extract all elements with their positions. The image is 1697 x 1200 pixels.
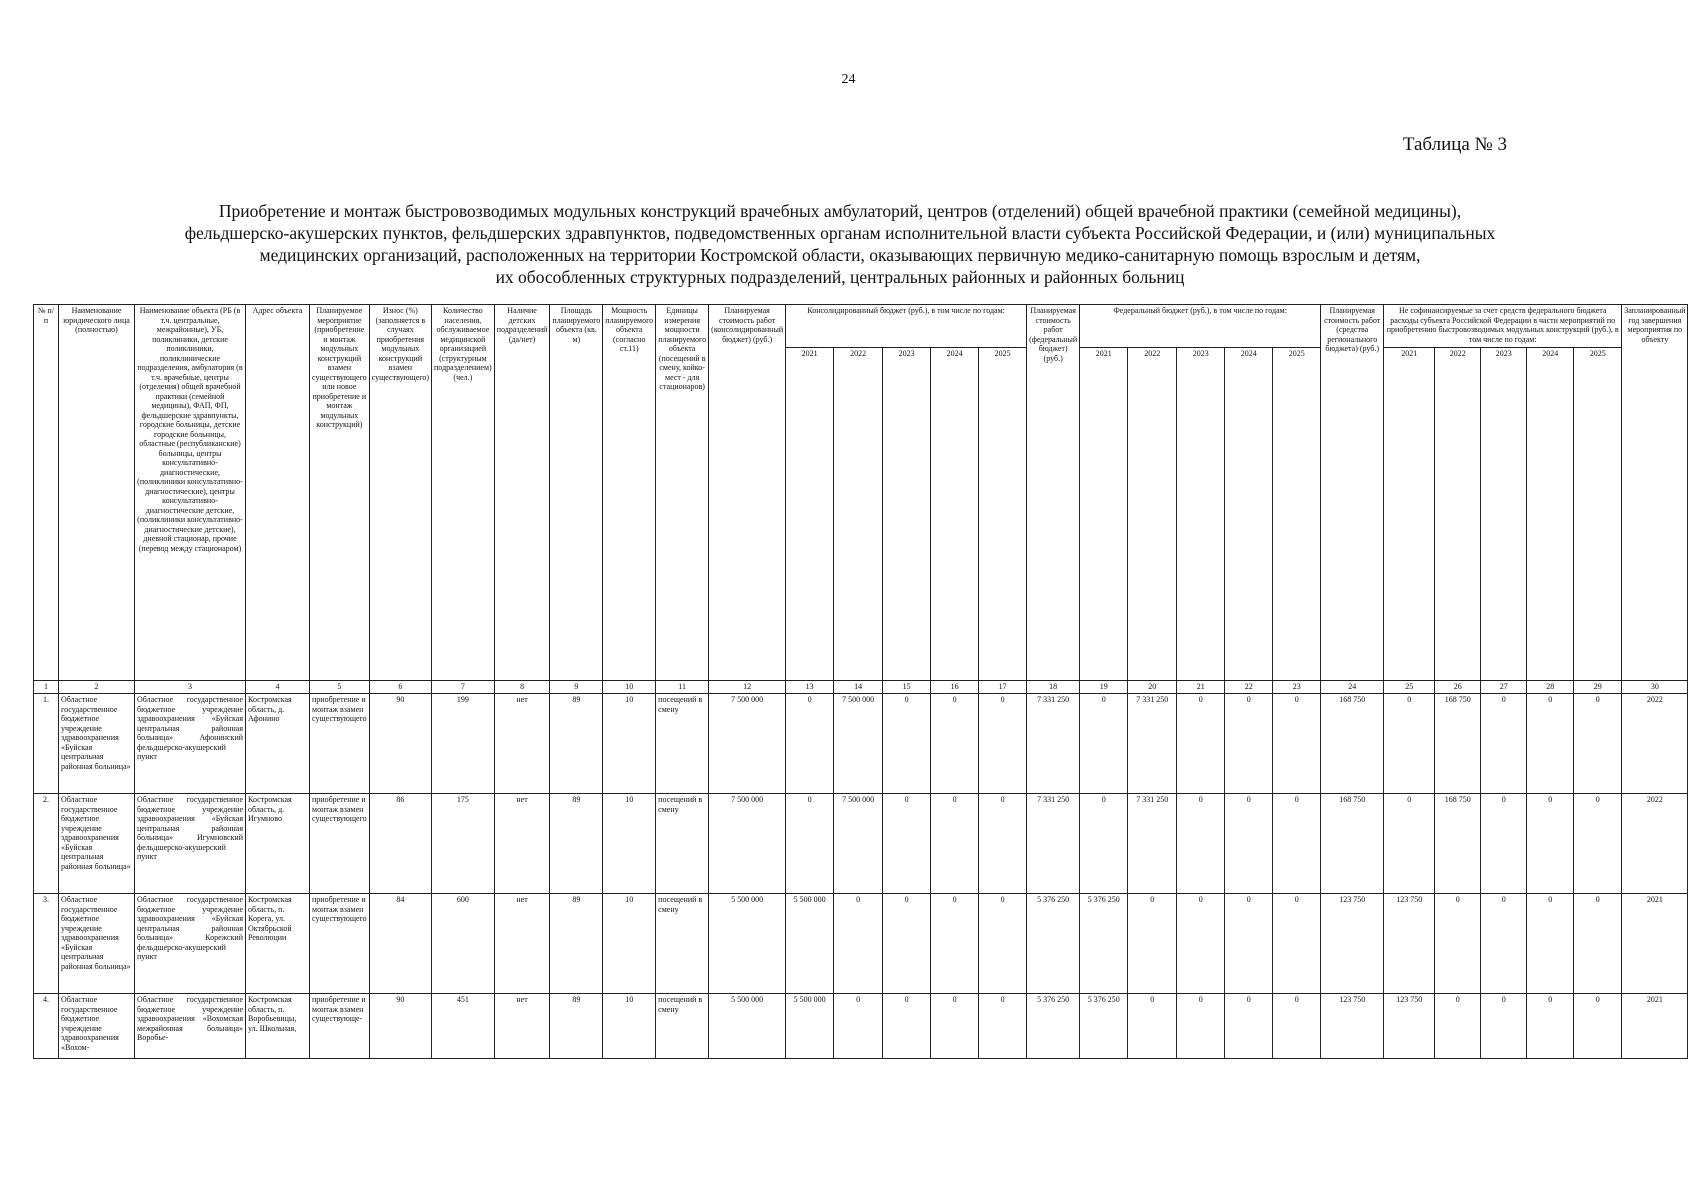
column-number: 25 bbox=[1384, 681, 1435, 694]
cons-2024: 0 bbox=[931, 794, 979, 894]
capacity: 10 bbox=[603, 694, 656, 794]
year-end: 2021 bbox=[1622, 894, 1688, 994]
entity-name: Областное государственное бюджетное учреждение здравоохранения «Буйская центральная районная больница» bbox=[59, 794, 135, 894]
cons-2025: 0 bbox=[979, 994, 1027, 1059]
fed-total: 5 376 250 bbox=[1027, 994, 1080, 1059]
header-year: 2021 bbox=[1080, 348, 1128, 681]
reg-2021: 0 bbox=[1384, 694, 1435, 794]
entity-name: Областное государственное бюджетное учреждение здравоохранения «Вохом- bbox=[59, 994, 135, 1059]
column-number: 17 bbox=[979, 681, 1027, 694]
column-number: 10 bbox=[603, 681, 656, 694]
column-number: 27 bbox=[1481, 681, 1527, 694]
row-number: 1. bbox=[34, 694, 59, 794]
cons-total: 5 500 000 bbox=[709, 994, 786, 1059]
cons-2024: 0 bbox=[931, 994, 979, 1059]
column-number: 3 bbox=[135, 681, 246, 694]
cons-2021: 0 bbox=[786, 694, 834, 794]
cons-2025: 0 bbox=[979, 794, 1027, 894]
cons-total: 5 500 000 bbox=[709, 894, 786, 994]
header-area: Площадь планируемого объекта (кв. м) bbox=[550, 305, 603, 681]
table-body bbox=[34, 694, 1688, 1059]
column-number: 15 bbox=[883, 681, 931, 694]
column-number: 29 bbox=[1574, 681, 1622, 694]
capacity-unit: посещений в смену bbox=[656, 994, 709, 1059]
header-address: Адрес объекта bbox=[246, 305, 310, 681]
cons-2023: 0 bbox=[883, 894, 931, 994]
reg-2025: 0 bbox=[1574, 794, 1622, 894]
population: 451 bbox=[432, 994, 495, 1059]
fed-2021: 0 bbox=[1080, 694, 1128, 794]
title-line: фельдшерско-акушерских пунктов, фельдшерских здравпунктов, подведомственных органам исполнительной власти субъекта Российской Федерации, и (или) муниципальных bbox=[184, 223, 1496, 243]
table-row bbox=[34, 894, 1688, 994]
reg-2024: 0 bbox=[1527, 794, 1574, 894]
header-children: Наличие детских подразделений (да/нет) bbox=[494, 305, 550, 681]
children-units: нет bbox=[494, 994, 550, 1059]
fed-2024: 0 bbox=[1225, 694, 1273, 794]
planned-measure: приобретение и монтаж взамен существующего bbox=[310, 794, 370, 894]
header-num: № п/п bbox=[34, 305, 59, 681]
cons-total: 7 500 000 bbox=[709, 694, 786, 794]
area: 89 bbox=[550, 694, 603, 794]
column-number: 21 bbox=[1177, 681, 1225, 694]
fed-2025: 0 bbox=[1273, 694, 1321, 794]
header-year: 2021 bbox=[786, 348, 834, 681]
reg-2022: 168 750 bbox=[1435, 694, 1481, 794]
header-year: 2025 bbox=[1273, 348, 1321, 681]
reg-total: 168 750 bbox=[1321, 694, 1384, 794]
wear-percent: 84 bbox=[369, 894, 431, 994]
cons-2024: 0 bbox=[931, 894, 979, 994]
cons-2023: 0 bbox=[883, 794, 931, 894]
reg-2023: 0 bbox=[1481, 894, 1527, 994]
column-number: 16 bbox=[931, 681, 979, 694]
table-row bbox=[34, 994, 1688, 1059]
document-title bbox=[100, 200, 1580, 288]
header-wear: Износ (%) (заполняется в случаях приобретения модульных конструкций взамен существующего) bbox=[369, 305, 431, 681]
column-number: 11 bbox=[656, 681, 709, 694]
cons-2022: 7 500 000 bbox=[834, 694, 883, 794]
header-year: 2021 bbox=[1384, 348, 1435, 681]
cons-2021: 0 bbox=[786, 794, 834, 894]
wear-percent: 86 bbox=[369, 794, 431, 894]
planned-measure: приобретение и монтаж взамен существующе- bbox=[310, 994, 370, 1059]
children-units: нет bbox=[494, 894, 550, 994]
header-object: Наименование объекта (РБ (в т.ч. центральные, межрайонные), УБ, поликлиники, детские поликлиники, поликлинические подразделения, амбулатория (в т.ч. врачебные, центры (отделения) общей врачебной практики (семейной медицины), ФАП, ФП, фельдшерские здравпункты, городские больницы, детские городские больницы, областные (республиканские) больницы, центры консультативно-диагностические, (поликлиники консультативно-диагностические), центры консультативно-диагностические детские, (поликлиники консультативно-диагностические детские), дневной стационар, прочие (перевод между стационаром) bbox=[135, 305, 246, 681]
cons-2021: 5 500 000 bbox=[786, 894, 834, 994]
table-label: Таблица № 3 bbox=[1402, 134, 1507, 155]
cons-2025: 0 bbox=[979, 694, 1027, 794]
header-population: Количество населения, обслуживаемое медицинской организацией (структурным подразделением) (чел.) bbox=[432, 305, 495, 681]
year-end: 2022 bbox=[1622, 794, 1688, 894]
reg-2021: 123 750 bbox=[1384, 894, 1435, 994]
capacity: 10 bbox=[603, 794, 656, 894]
title-line: медицинских организаций, расположенных на территории Костромской области, оказывающих первичную медико-санитарную помощь взрослым и детям, bbox=[259, 245, 1421, 265]
reg-2023: 0 bbox=[1481, 794, 1527, 894]
header-reg-total: Планируемая стоимость работ (средства регионального бюджета) (руб.) bbox=[1321, 305, 1384, 681]
header-year: 2025 bbox=[979, 348, 1027, 681]
table-row bbox=[34, 694, 1688, 794]
children-units: нет bbox=[494, 794, 550, 894]
reg-2023: 0 bbox=[1481, 694, 1527, 794]
population: 175 bbox=[432, 794, 495, 894]
cons-2022: 0 bbox=[834, 894, 883, 994]
column-number: 8 bbox=[494, 681, 550, 694]
fed-2025: 0 bbox=[1273, 894, 1321, 994]
wear-percent: 90 bbox=[369, 694, 431, 794]
cons-2023: 0 bbox=[883, 694, 931, 794]
capacity: 10 bbox=[603, 994, 656, 1059]
object-address: Костромская область, п. Корега, ул. Октябрьской Революции bbox=[246, 894, 310, 994]
column-number: 19 bbox=[1080, 681, 1128, 694]
entity-name: Областное государственное бюджетное учреждение здравоохранения «Буйская центральная районная больница» bbox=[59, 894, 135, 994]
data-table bbox=[33, 304, 1688, 1059]
header-capacity: Мощность планируемого объекта (согласно ст.11) bbox=[603, 305, 656, 681]
fed-2021: 5 376 250 bbox=[1080, 894, 1128, 994]
title-line: Приобретение и монтаж быстровозводимых модульных конструкций врачебных амбулаторий, центров (отделений) общей врачебной практики (семейной медицины), bbox=[218, 201, 1462, 221]
capacity-unit: посещений в смену bbox=[656, 894, 709, 994]
header-measure: Планируемое мероприятие (приобретение и монтаж модульных конструкций взамен существующего или новое приобретение и монтаж модульных конструкций) bbox=[310, 305, 370, 681]
column-number: 30 bbox=[1622, 681, 1688, 694]
fed-2025: 0 bbox=[1273, 794, 1321, 894]
reg-2023: 0 bbox=[1481, 994, 1527, 1059]
object-address: Костромская область, п. Воробьевицы, ул. Школьная, bbox=[246, 994, 310, 1059]
fed-2023: 0 bbox=[1177, 994, 1225, 1059]
object-address: Костромская область, д. Афонино bbox=[246, 694, 310, 794]
column-number: 23 bbox=[1273, 681, 1321, 694]
header-cons-total: Планируемая стоимость работ (консолидированный бюджет) (руб.) bbox=[709, 305, 786, 681]
planned-measure: приобретение и монтаж взамен существующего bbox=[310, 694, 370, 794]
fed-2022: 0 bbox=[1128, 894, 1177, 994]
fed-total: 7 331 250 bbox=[1027, 794, 1080, 894]
header-year: 2022 bbox=[1435, 348, 1481, 681]
fed-2022: 0 bbox=[1128, 994, 1177, 1059]
object-name: Областное государственное бюджетное учреждение здравоохранения «Вохомская межрайонная больница» Воробье- bbox=[135, 994, 246, 1059]
row-number: 4. bbox=[34, 994, 59, 1059]
column-number: 28 bbox=[1527, 681, 1574, 694]
fed-total: 5 376 250 bbox=[1027, 894, 1080, 994]
reg-2022: 0 bbox=[1435, 994, 1481, 1059]
column-number: 18 bbox=[1027, 681, 1080, 694]
year-end: 2021 bbox=[1622, 994, 1688, 1059]
area: 89 bbox=[550, 794, 603, 894]
children-units: нет bbox=[494, 694, 550, 794]
cons-2023: 0 bbox=[883, 994, 931, 1059]
page-number: 24 bbox=[841, 72, 856, 87]
column-number-row bbox=[34, 681, 1688, 694]
header-year: 2022 bbox=[1128, 348, 1177, 681]
header-fed-total: Планируемая стоимость работ (федеральный бюджет) (руб.) bbox=[1027, 305, 1080, 681]
capacity-unit: посещений в смену bbox=[656, 694, 709, 794]
reg-2021: 123 750 bbox=[1384, 994, 1435, 1059]
wear-percent: 90 bbox=[369, 994, 431, 1059]
header-year: 2024 bbox=[1527, 348, 1574, 681]
column-number: 22 bbox=[1225, 681, 1273, 694]
fed-2024: 0 bbox=[1225, 994, 1273, 1059]
object-name: Областное государственное бюджетное учреждение здравоохранения «Буйская центральная районная больница» Игумновский фельдшерско-акушерский пункт bbox=[135, 794, 246, 894]
reg-total: 123 750 bbox=[1321, 994, 1384, 1059]
cons-2025: 0 bbox=[979, 894, 1027, 994]
header-fed-years: Федеральный бюджет (руб.), в том числе по годам: bbox=[1080, 305, 1321, 348]
reg-2022: 168 750 bbox=[1435, 794, 1481, 894]
reg-2024: 0 bbox=[1527, 694, 1574, 794]
header-unit: Единицы измерения мощности планируемого объекта (посещений в смену, койко-мест - для стационаров) bbox=[656, 305, 709, 681]
cons-total: 7 500 000 bbox=[709, 794, 786, 894]
column-number: 12 bbox=[709, 681, 786, 694]
header-year: 2023 bbox=[1177, 348, 1225, 681]
fed-total: 7 331 250 bbox=[1027, 694, 1080, 794]
entity-name: Областное государственное бюджетное учреждение здравоохранения «Буйская центральная районная больница» bbox=[59, 694, 135, 794]
object-name: Областное государственное бюджетное учреждение здравоохранения «Буйская центральная районная больница» Корежский фельдшерско-акушерский пункт bbox=[135, 894, 246, 994]
fed-2021: 5 376 250 bbox=[1080, 994, 1128, 1059]
fed-2023: 0 bbox=[1177, 894, 1225, 994]
header-year: 2023 bbox=[883, 348, 931, 681]
fed-2024: 0 bbox=[1225, 894, 1273, 994]
reg-2025: 0 bbox=[1574, 694, 1622, 794]
area: 89 bbox=[550, 894, 603, 994]
cons-2021: 5 500 000 bbox=[786, 994, 834, 1059]
reg-2022: 0 bbox=[1435, 894, 1481, 994]
capacity: 10 bbox=[603, 894, 656, 994]
column-number: 4 bbox=[246, 681, 310, 694]
header-year-end: Запланированный год завершения мероприятия по объекту bbox=[1622, 305, 1688, 681]
reg-2025: 0 bbox=[1574, 894, 1622, 994]
fed-2022: 7 331 250 bbox=[1128, 794, 1177, 894]
header-year: 2024 bbox=[931, 348, 979, 681]
header-cons-years: Консолидированный бюджет (руб.), в том числе по годам: bbox=[786, 305, 1027, 348]
fed-2025: 0 bbox=[1273, 994, 1321, 1059]
area: 89 bbox=[550, 994, 603, 1059]
column-number: 13 bbox=[786, 681, 834, 694]
row-number: 2. bbox=[34, 794, 59, 894]
column-number: 24 bbox=[1321, 681, 1384, 694]
cons-2024: 0 bbox=[931, 694, 979, 794]
object-name: Областное государственное бюджетное учреждение здравоохранения «Буйская центральная районная больница» Афонинский фельдшерско-акушерский пункт bbox=[135, 694, 246, 794]
column-number: 14 bbox=[834, 681, 883, 694]
column-number: 2 bbox=[59, 681, 135, 694]
fed-2022: 7 331 250 bbox=[1128, 694, 1177, 794]
header-entity: Наименование юридического лица (полностью) bbox=[59, 305, 135, 681]
column-number: 26 bbox=[1435, 681, 1481, 694]
population: 600 bbox=[432, 894, 495, 994]
reg-2021: 0 bbox=[1384, 794, 1435, 894]
title-line: их обособленных структурных подразделений, центральных районных и районных больниц bbox=[495, 267, 1185, 287]
column-number: 5 bbox=[310, 681, 370, 694]
header-reg-years: Не софинансируемые за счет средств федерального бюджета расходы субъекта Российской Федерации в части мероприятий по приобретению быстровозводимых модульных конструкций (руб.), в том числе по годам: bbox=[1384, 305, 1622, 348]
fed-2023: 0 bbox=[1177, 694, 1225, 794]
fed-2021: 0 bbox=[1080, 794, 1128, 894]
row-number: 3. bbox=[34, 894, 59, 994]
column-number: 9 bbox=[550, 681, 603, 694]
year-end: 2022 bbox=[1622, 694, 1688, 794]
fed-2024: 0 bbox=[1225, 794, 1273, 894]
fed-2023: 0 bbox=[1177, 794, 1225, 894]
planned-measure: приобретение и монтаж взамен существующего bbox=[310, 894, 370, 994]
header-year: 2025 bbox=[1574, 348, 1622, 681]
reg-2025: 0 bbox=[1574, 994, 1622, 1059]
reg-total: 168 750 bbox=[1321, 794, 1384, 894]
object-address: Костромская область, д. Игумново bbox=[246, 794, 310, 894]
table-row bbox=[34, 794, 1688, 894]
capacity-unit: посещений в смену bbox=[656, 794, 709, 894]
cons-2022: 7 500 000 bbox=[834, 794, 883, 894]
header-year: 2023 bbox=[1481, 348, 1527, 681]
cons-2022: 0 bbox=[834, 994, 883, 1059]
population: 199 bbox=[432, 694, 495, 794]
column-number: 20 bbox=[1128, 681, 1177, 694]
reg-total: 123 750 bbox=[1321, 894, 1384, 994]
column-number: 7 bbox=[432, 681, 495, 694]
reg-2024: 0 bbox=[1527, 994, 1574, 1059]
header-year: 2024 bbox=[1225, 348, 1273, 681]
reg-2024: 0 bbox=[1527, 894, 1574, 994]
column-number: 6 bbox=[369, 681, 431, 694]
header-year: 2022 bbox=[834, 348, 883, 681]
column-number: 1 bbox=[34, 681, 59, 694]
